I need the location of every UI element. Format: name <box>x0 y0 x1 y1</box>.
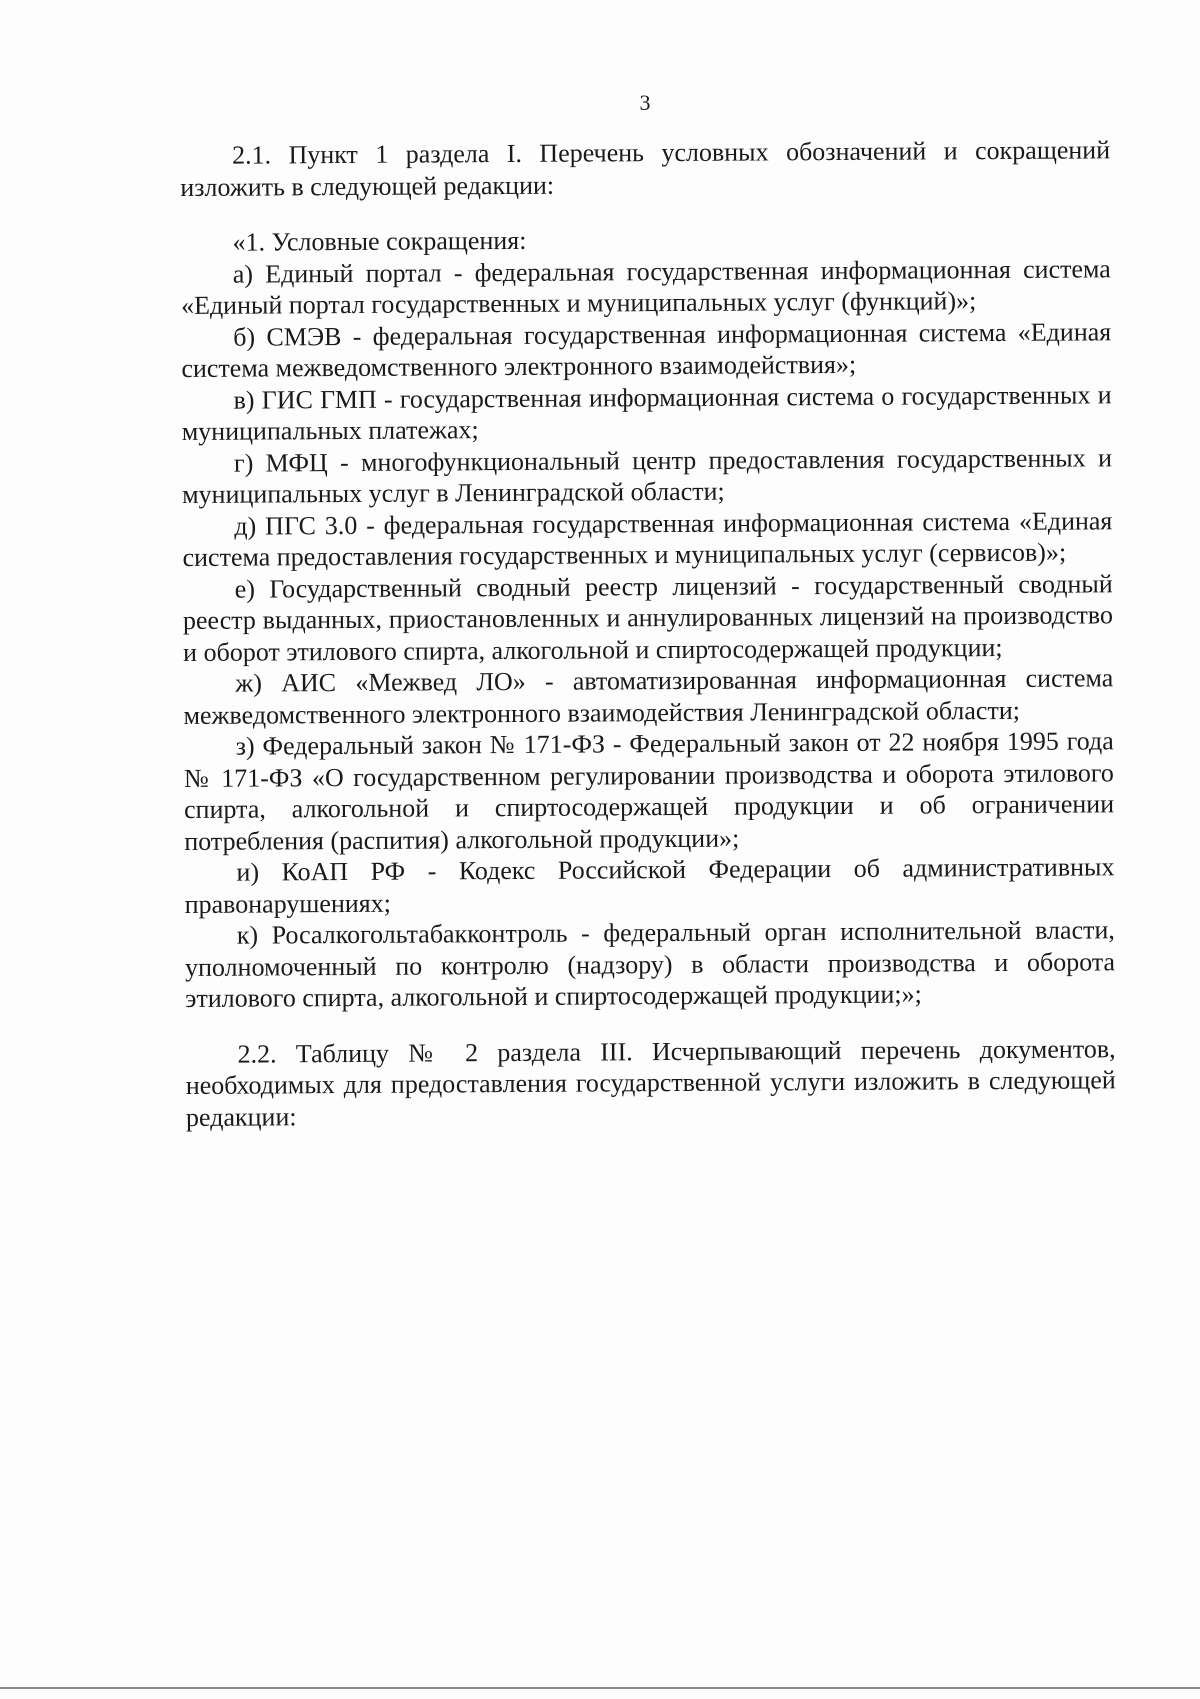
paragraph-item-v: в) ГИС ГМП - государственная информационная система о государственных и муниципальных платежах; <box>181 379 1112 446</box>
paragraph-item-b: б) СМЭВ - федеральная государственная информационная система «Единая система межведомственного электронного взаимодействия»; <box>181 316 1112 383</box>
paragraph-abbreviations-heading: «1. Условные сокращения: <box>232 225 527 257</box>
paragraph-item-k: к) Росалкогольтабакконтроль - федеральный орган исполнительной власти, уполномоченный по контролю (надзору) в области производства и оборота этилового спирта, алкогольной и спиртосодержащей продукции;»; <box>184 915 1116 1013</box>
paragraph-item-i: и) КоАП РФ - Кодекс Российской Федерации об административных правонарушениях; <box>184 852 1115 919</box>
paragraph-item-e: е) Государственный сводный реестр лицензий - государственный сводный реестр выданных, приостановленных и аннулированных лицензий на производство и оборот этилового спирта, алкогольной и спиртосодержащей продукции; <box>182 568 1114 667</box>
paragraph-item-d: д) ПГС 3.0 - федеральная государственная информационная система «Единая система предоставления государственных и муниципальных услуг (сервисов)»; <box>182 505 1113 572</box>
document-body <box>180 134 1116 1133</box>
paragraph-item-zh: ж) АИС «Межвед ЛО» - автоматизированная информационная система межведомственного электронного взаимодействия Ленинградской области; <box>183 663 1114 730</box>
paragraph-2-2: 2.2. Таблицу № 2 раздела III. Исчерпывающий перечень документов, необходимых для предоставления государственной услуги изложить в следующей редакции: <box>185 1033 1116 1132</box>
paragraph-2-1: 2.1. Пункт 1 раздела I. Перечень условных обозначений и сокращений изложить в следующей редакции: <box>180 135 1111 202</box>
page-number: 3 <box>639 90 651 115</box>
paragraph-item-g: г) МФЦ - многофункциональный центр предоставления государственных и муниципальных услуг в Ленинградской области; <box>182 442 1113 509</box>
scan-edge-line <box>0 1687 1200 1689</box>
paragraph-item-z: з) Федеральный закон № 171-ФЗ - Федеральный закон от 22 ноября 1995 года № 171-ФЗ «О государственном регулировании производства и оборота этилового спирта, алкогольной и спиртосодержащей продукции и об ограничении потребления (распития) алкогольной продукции»; <box>183 726 1115 856</box>
paragraph-item-a: а) Единый портал - федеральная государственная информационная система «Единый портал государственных и муниципальных услуг (функций)»; <box>180 253 1111 320</box>
